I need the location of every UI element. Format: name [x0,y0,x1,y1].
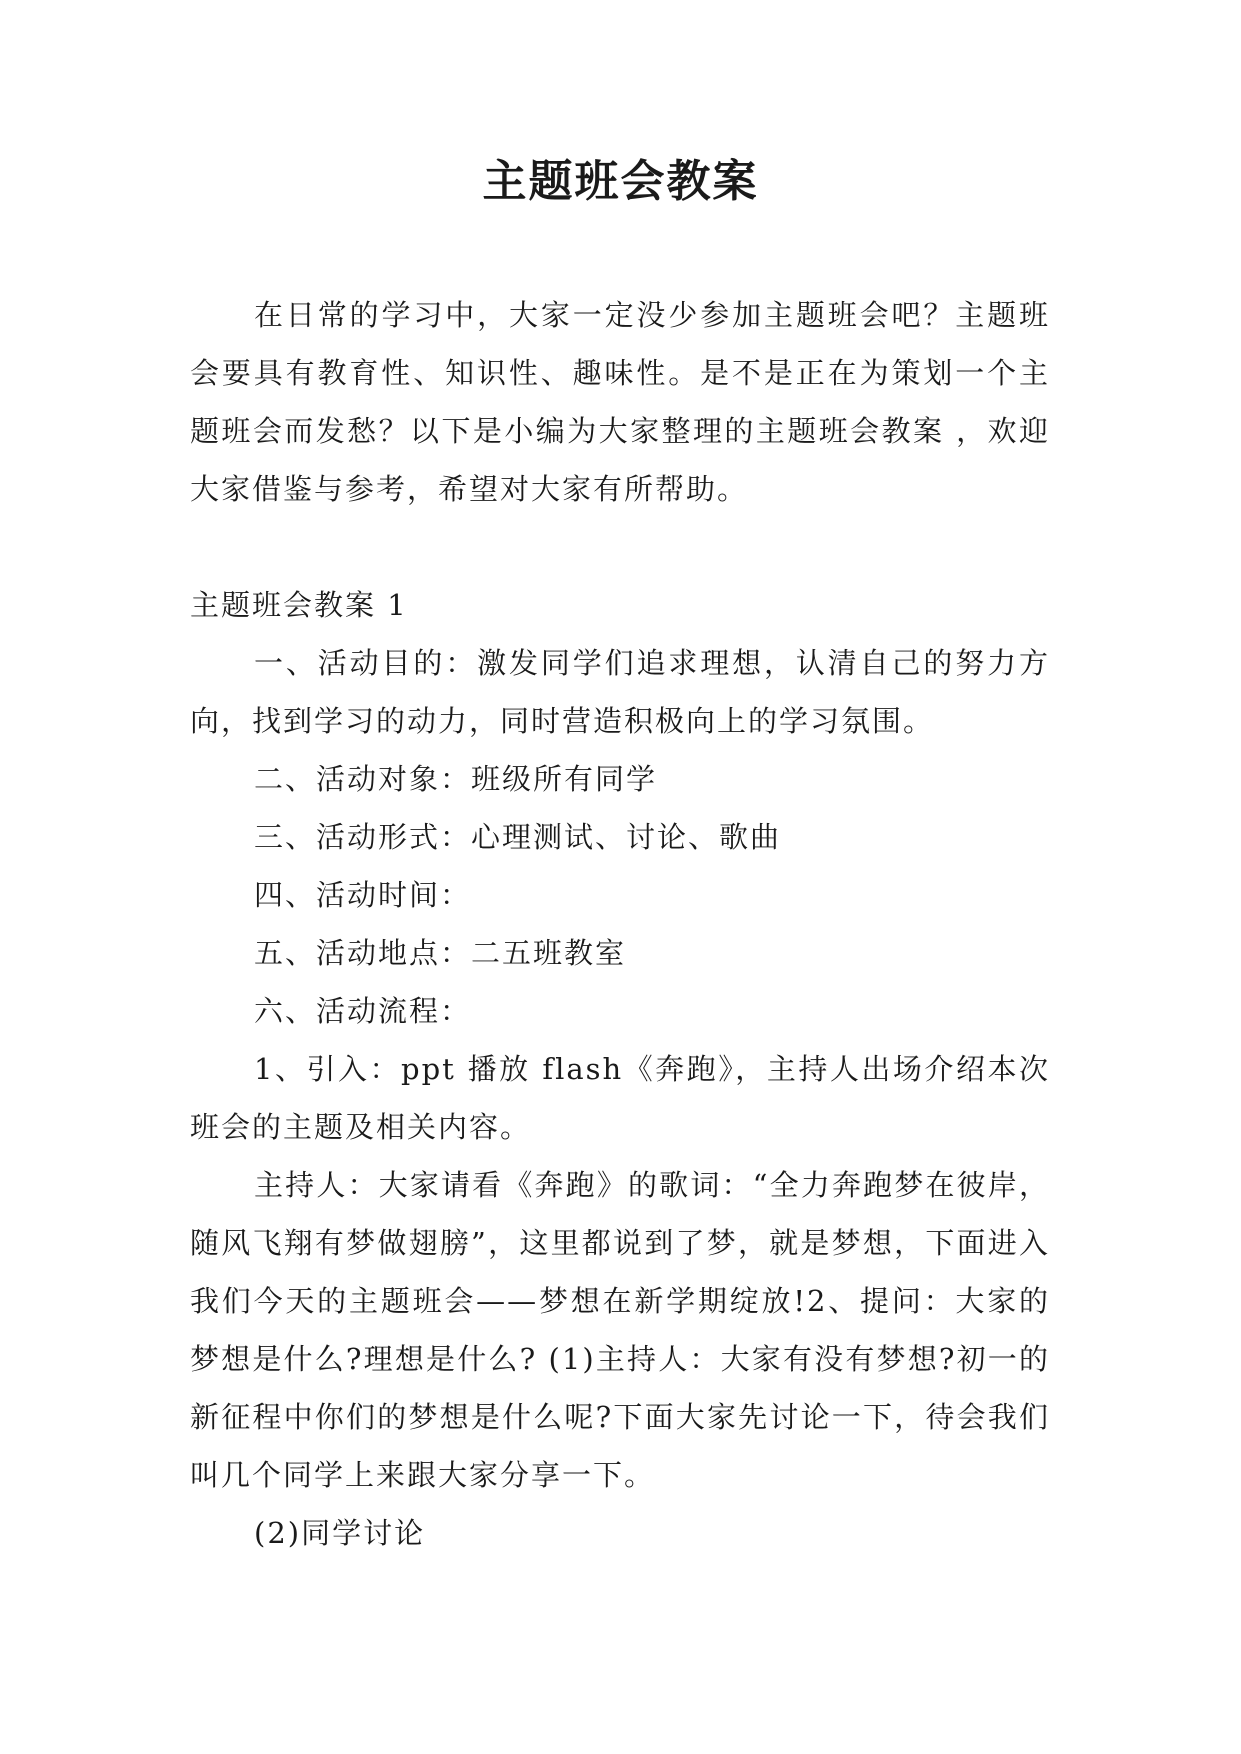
document-title: 主题班会教案 [482,156,759,207]
step1-paragraph: 1、引入：ppt 播放 flash《奔跑》，主持人出场介绍本次班会的主题及相关内容。 [190,1052,1050,1144]
time-paragraph: 四、活动时间： [254,878,472,912]
audience-paragraph: 二、活动对象：班级所有同学 [254,762,658,796]
form-paragraph: 三、活动形式：心理测试、讨论、歌曲 [254,820,782,854]
host-speech-paragraph: 主持人：大家请看《奔跑》的歌词：“全力奔跑梦在彼岸，随风飞翔有梦做翅膀”，这里都说到了梦，就是梦想，下面进入我们今天的主题班会——梦想在新学期绽放!2、提问：大家的梦想是什么?理想是什么? (1)主持人：大家有没有梦想?初一的新征程中你们的梦想是什么呢?下面大家先讨论一下，待会我们叫几个同学上来跟大家分享一下。 [190,1168,1050,1492]
location-paragraph: 五、活动地点：二五班教室 [254,936,627,970]
section-heading: 主题班会教案 1 [190,588,408,622]
intro-paragraph: 在日常的学习中，大家一定没少参加主题班会吧？主题班会要具有教育性、知识性、趣味性。是不是正在为策划一个主题班会而发愁？以下是小编为大家整理的主题班会教案 ，欢迎大家借鉴与参考，希望对大家有所帮助。 [190,298,1050,506]
process-paragraph: 六、活动流程： [254,994,472,1028]
document-body [190,286,1050,1562]
discussion-paragraph: (2)同学讨论 [254,1516,426,1550]
purpose-paragraph: 一、活动目的：激发同学们追求理想，认清自己的努力方向，找到学习的动力，同时营造积极向上的学习氛围。 [190,646,1050,738]
